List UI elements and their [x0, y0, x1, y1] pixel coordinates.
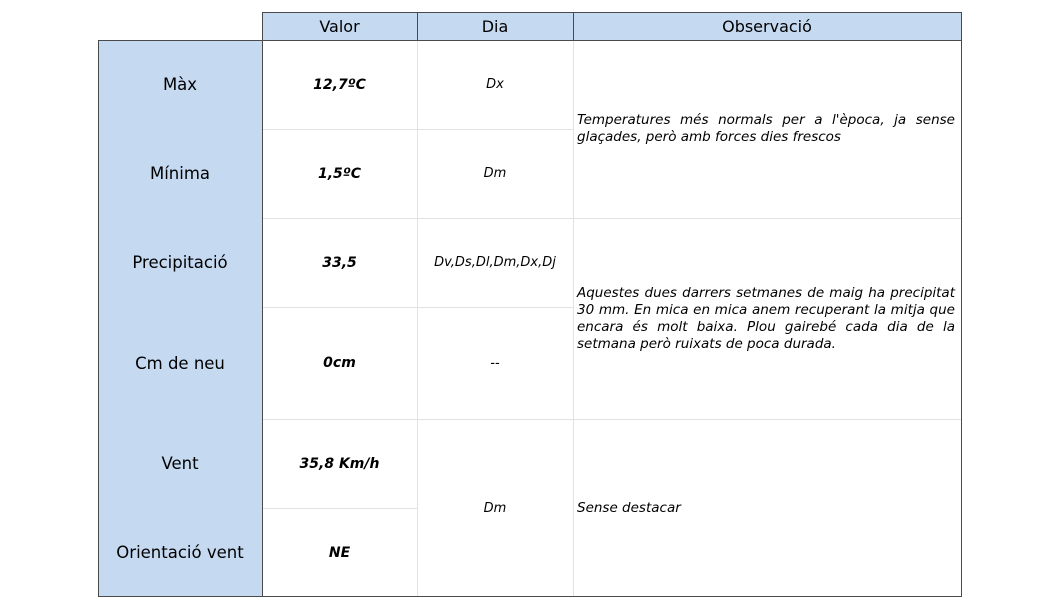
value-wind-orientation: NE — [328, 544, 351, 561]
day-min: Dm — [483, 166, 507, 181]
observation-wind — [573, 419, 961, 597]
header-dia: Dia — [417, 12, 573, 40]
day-precipitation: Dv,Ds,Dl,Dm,Dx,Dj — [434, 255, 556, 270]
grid-line — [262, 129, 573, 130]
value-max: 12,7ºC — [313, 76, 366, 93]
grid-line — [417, 40, 418, 597]
observation-precipitation-text: Aquestes dues darrers setmanes de maig ha precipitat 30 mm. En mica en mica anem recuperant la mitja que encara és molt baixa. Plou gairebé cada dia de la setmana però ruixats de poca durada. — [577, 284, 955, 352]
border-line — [98, 40, 962, 41]
grid-line — [573, 40, 574, 597]
observation-temperature-text: Temperatures més normals per a l'època, ja sense glaçades, però amb forces dies frescos — [577, 112, 955, 145]
value-wind: 35,8 Km/h — [299, 455, 380, 472]
grid-line — [262, 419, 961, 420]
row-label-wind-orientation: Orientació vent — [98, 508, 262, 597]
row-label-wind: Vent — [98, 419, 262, 508]
value-snow: 0cm — [323, 355, 356, 371]
grid-line — [262, 508, 417, 509]
border-line — [417, 12, 418, 40]
border-line — [262, 12, 263, 597]
observation-wind-text: Sense destacar — [577, 499, 681, 516]
border-line — [98, 40, 99, 597]
observation-precipitation — [573, 218, 961, 419]
header-observacio: Observació — [573, 12, 961, 40]
row-label-precipitation: Precipitació — [98, 218, 262, 307]
grid-line — [262, 218, 961, 219]
row-label-snow: Cm de neu — [98, 307, 262, 419]
border-line — [262, 12, 962, 13]
row-label-min: Mínima — [98, 129, 262, 218]
border-line — [961, 12, 962, 597]
day-wind: Dm — [483, 500, 507, 516]
header-valor: Valor — [262, 12, 417, 40]
border-line — [573, 12, 574, 40]
row-label-max: Màx — [98, 40, 262, 129]
day-snow: -- — [490, 355, 500, 371]
observation-temperature — [573, 40, 961, 218]
value-min: 1,5ºC — [318, 165, 361, 182]
day-max: Dx — [486, 77, 504, 92]
value-precipitation: 33,5 — [322, 254, 357, 271]
border-line — [98, 596, 962, 597]
grid-line — [262, 307, 573, 308]
